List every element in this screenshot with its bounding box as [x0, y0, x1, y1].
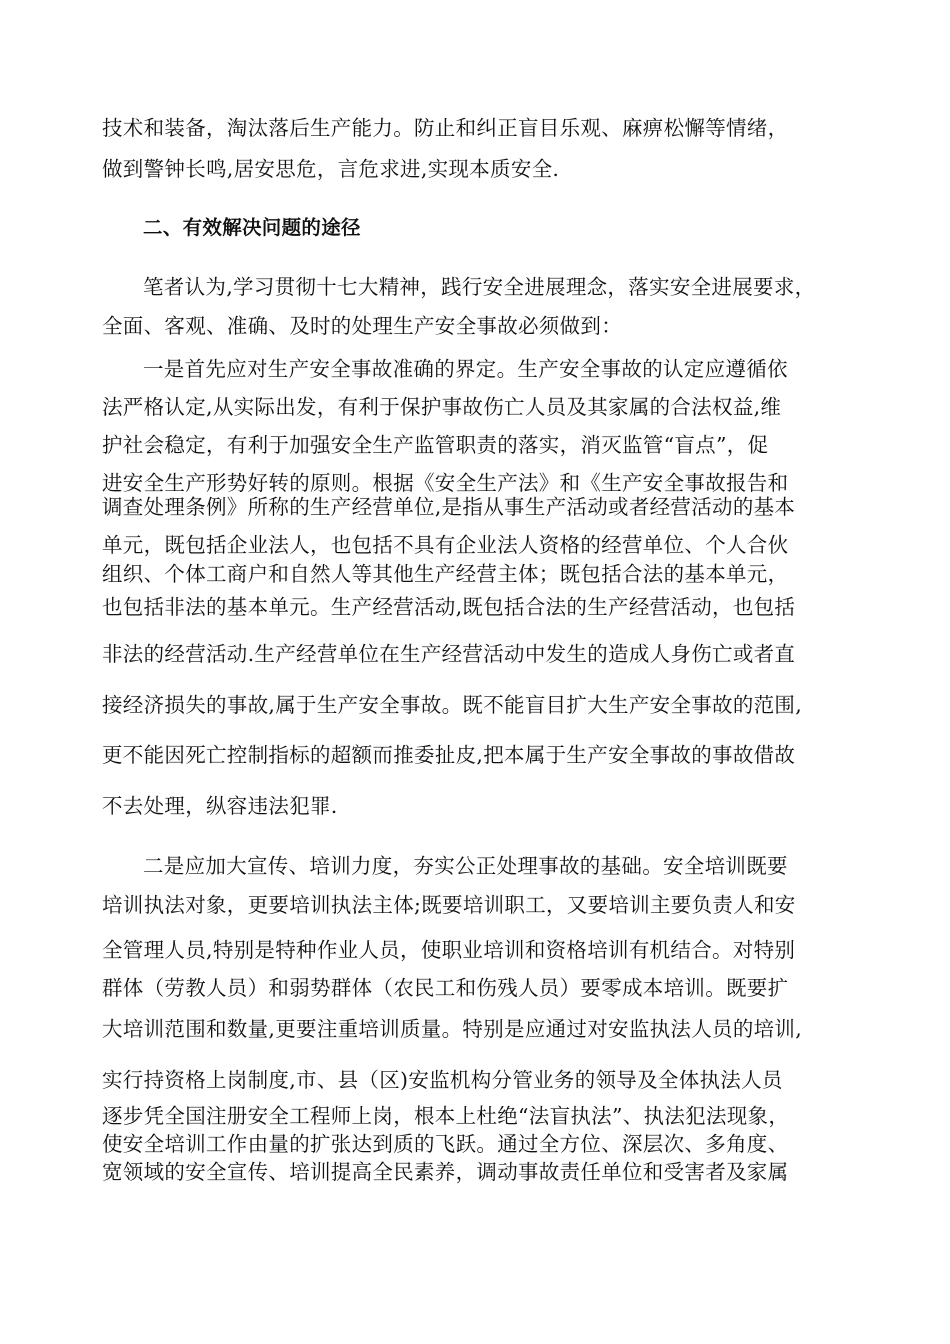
text-line: 实行持资格上岗制度,市、县（区)安监机构分管业务的领导及全体执法人员: [102, 1068, 783, 1092]
text-line: 笔者认为,学习贯彻十七大精神，践行安全进展理念，落实安全进展要求，: [143, 275, 816, 299]
text-line: 调查处理条例》所称的生产经营单位,是指从事生产活动或者经营活动的基本: [102, 495, 796, 519]
text-line: 大培训范围和数量,更要注重培训质量。特别是应通过对安监执法人员的培训,: [102, 1017, 803, 1041]
text-line: 法严格认定,从实际出发，有利于保护事故伤亡人员及其家属的合法权益,维: [102, 395, 782, 419]
section-heading: 二、有效解决问题的途径: [143, 216, 361, 239]
text-line: 进安全生产形势好转的原则。根据《安全生产法》和《生产安全事故报告和: [102, 471, 789, 495]
text-line: 全面、客观、准确、及时的处理生产安全事故必须做到：: [102, 314, 622, 338]
text-line: 群体（劳教人员）和弱势群体（农民工和伤残人员）要零成本培训。既要扩: [102, 976, 789, 1000]
text-line: 组织、个体工商户和自然人等其他生产经营主体；既包括合法的基本单元，: [102, 562, 789, 586]
text-line: 培训执法对象，更要培训执法主体;既要培训职工，又要培训主要负责人和安: [102, 893, 796, 917]
text-line: 更不能因死亡控制指标的超额而推委扯皮,把本属于生产安全事故的事故借故: [102, 743, 796, 767]
text-line: 单元，既包括企业法人，也包括不具有企业法人资格的经营单位、个人合伙: [102, 533, 789, 557]
text-line: 二是应加大宣传、培训力度，夯实公正处理事故的基础。安全培训既要: [143, 854, 788, 878]
text-line: 做到警钟长鸣,居安思危，言危求进,实现本质安全.: [102, 157, 560, 181]
text-line: 技术和装备，淘汰落后生产能力。防止和纠正盲目乐观、麻痹松懈等情绪，: [102, 116, 789, 140]
text-line: 也包括非法的基本单元。生产经营活动,既包括合法的生产经营活动，也包括: [102, 595, 796, 619]
text-line: 宽领域的安全宣传、培训提高全民素养，调动事故责任单位和受害者及家属: [102, 1160, 789, 1184]
text-line: 逐步凭全国注册安全工程师上岗，根本上杜绝“法盲执法”、执法犯法现象，: [102, 1104, 790, 1128]
text-line: 使安全培训工作由量的扩张达到质的飞跃。通过全方位、深层次、多角度、: [102, 1132, 789, 1156]
text-line: 不去处理，纵容违法犯罪.: [102, 794, 338, 818]
text-line: 一是首先应对生产安全事故准确的界定。生产安全事故的认定应遵循依: [143, 357, 788, 381]
text-line: 接经济损失的事故,属于生产安全事故。既不能盲目扩大生产安全事故的范围,: [102, 693, 803, 717]
text-line: 全管理人员,特别是特种作业人员，使职业培训和资格培训有机结合。对特别: [102, 938, 796, 962]
text-line: 非法的经营活动.生产经营单位在生产经营活动中发生的造成人身伤亡或者直: [102, 642, 796, 666]
text-line: 护社会稳定，有利于加强安全生产监管职责的落实，消灭监管“盲点”，促: [102, 433, 769, 457]
